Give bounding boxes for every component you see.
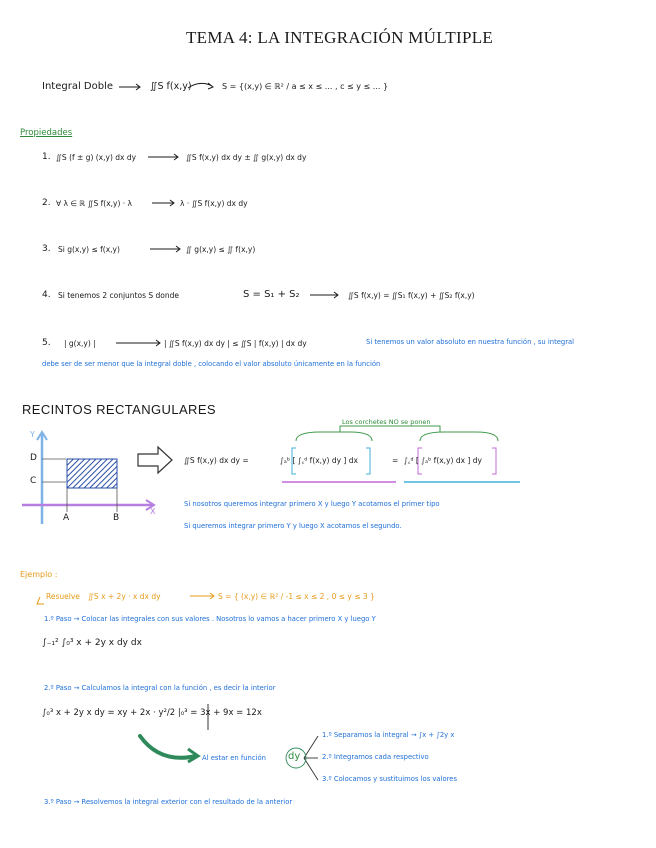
p4-arrow-icon [310,292,338,298]
func-note: Al estar en función [202,754,266,762]
sub-step-3: 3.º Colocamos y sustituimos los valores [322,775,458,783]
rect-heading: RECINTOS RECTANGULARES [22,402,216,417]
properties-heading: Propiedades [20,128,73,138]
example-statement-label: Resuelve [46,592,80,601]
rect-order-2: ∫꜀ᵈ [ ∫ₐᵇ f(x,y) dx ] dy [404,456,482,465]
p3-arrow-icon [150,246,180,252]
property-3-lhs: Si g(x,y) ≤ f(x,y) [58,245,120,254]
rect-note-2: Si queremos integrar primero Y y luego X acotamos el segundo. [184,522,402,530]
bracket-note: Los corchetes NO se ponen [342,418,431,426]
intro-arrow-icon [119,84,140,90]
property-2-lhs: ∀ λ ∈ ℝ ∬S f(x,y) · λ [56,199,132,208]
big-arrow-icon [138,447,172,473]
p2-arrow-icon [152,200,174,206]
label-a: A [63,513,70,523]
rect-lhs: ∬S f(x,y) dx dy = [184,456,249,465]
property-1-number: 1. [42,152,51,162]
property-4-number: 4. [42,290,51,300]
example-step-1: 1.º Paso → Colocar las integrales con sus valores . Nosotros lo vamos a hacer primero X y luego Y [44,615,376,623]
property-4-lhs: Si tenemos 2 conjuntos S donde [58,291,179,300]
example-step-2-expr: ∫₀³ x + 2y x dy = xy + 2x · y²/2 |₀³ = 3x + 9x = 12x [42,708,262,718]
property-4-rhs: ∬S f(x,y) = ∬S₁ f(x,y) + ∬S₂ f(x,y) [348,291,475,300]
rect-order-1: ∫ₐᵇ [ ∫꜀ᵈ f(x,y) dy ] dx [280,456,358,465]
intro-curve-arrow-icon [188,83,213,89]
property-2-rhs: λ · ∬S f(x,y) dx dy [180,199,248,208]
p1-arrow-icon [148,154,178,160]
intro-set: S = {(x,y) ∈ ℝ² / a ≤ x ≤ ... , c ≤ y ≤ ... } [222,82,389,91]
sub-step-1: 1.º Separamos la integral → ∫x + ∫2y x [322,731,455,739]
sub-step-2: 2.º Integramos cada respectivo [322,753,429,761]
rect-note-1: Si nosotros queremos integrar primero X y luego Y acotamos el primer tipo [184,500,440,508]
func-var: dy [288,751,301,762]
property-5-lhs: | g(x,y) | [64,339,96,348]
p5-arrow-icon [116,340,160,346]
property-3-rhs: ∬ g(x,y) ≤ ∬ f(x,y) [186,245,256,254]
property-5-note-2: debe ser de ser menor que la integral doble , colocando el valor absoluto únicamente en la función [42,360,381,368]
property-1-rhs: ∬S f(x,y) dx dy ± ∬ g(x,y) dx dy [186,153,307,162]
label-b: B [113,513,120,523]
example-step-3: 3.º Paso → Resolvemos la integral exterior con el resultado de la anterior [44,798,293,806]
property-5-rhs: | ∬S f(x,y) dx dy | ≤ ∬S | f(x,y) | dx dy [164,339,307,348]
rectangle-region [67,459,117,488]
bracket-arc-2 [420,432,498,441]
example-step-2: 2.º Paso → Calculamos la integral con la función , es decir la interior [44,684,276,692]
label-c: C [30,476,37,486]
property-3-number: 3. [42,244,51,254]
example-statement-expr: ∬S x + 2y · x dx dy [88,592,161,601]
intro-label: Integral Doble [42,81,114,92]
swoosh-arrow-icon [140,736,196,758]
example-statement-set: S = { (x,y) ∈ ℝ² / -1 ≤ x ≤ 2 , 0 ≤ y ≤ 3 } [218,592,375,601]
label-d: D [30,453,37,463]
example-heading: Ejemplo : [20,570,58,579]
example-step-1-expr: ∫₋₁² ∫₀³ x + 2y x dy dx [42,638,142,648]
property-5-number: 5. [42,338,51,348]
rect-eq-2: = [392,456,399,465]
intro-expr: ∬S f(x,y) [150,81,192,92]
property-2-number: 2. [42,198,51,208]
property-1-lhs: ∬S (f ± g) (x,y) dx dy [56,153,137,162]
property-5-note-1: Si tenemos un valor absoluto en nuestra función , su integral [366,338,575,346]
axis-x-label: X [150,507,156,516]
page-title: TEMA 4: LA INTEGRACIÓN MÚLTIPLE [186,28,494,47]
property-4-mid: S = S₁ + S₂ [243,289,300,300]
axis-y-label: Y [30,430,35,439]
bracket-arc-1 [296,432,372,441]
